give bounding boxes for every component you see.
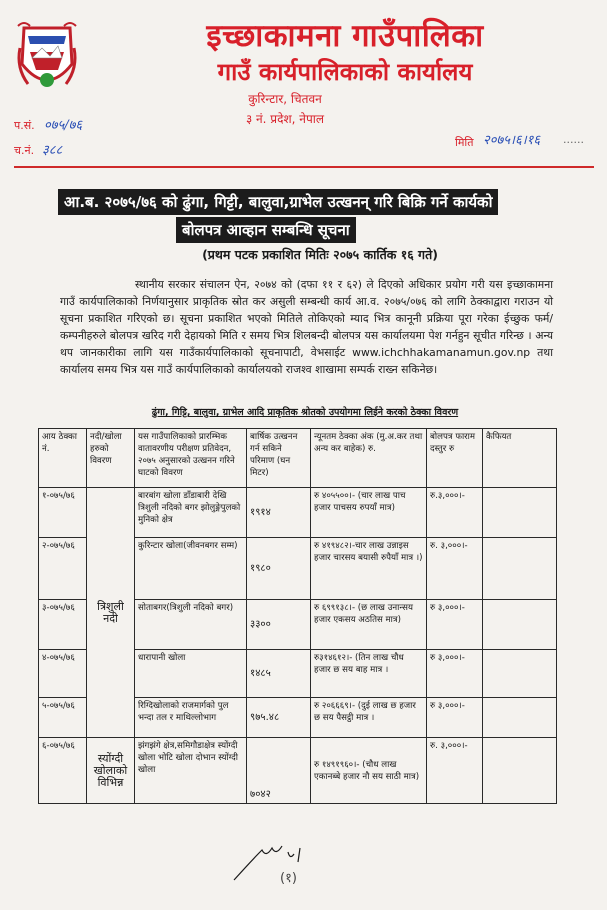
remarks	[483, 698, 557, 738]
site: रिग्दिखोलाको राजमार्गको पुल भन्दा तल र माथिल्लोभाग	[135, 698, 247, 738]
form-fee: रु ३,०००।-	[427, 698, 483, 738]
remarks	[483, 738, 557, 804]
notice-title-line-2: बोलपत्र आव्हान सम्बन्धि सूचना	[176, 217, 356, 243]
min-amount: रु २०६६६९।- (दुई लाख छ हजार छ सय पैसट्ठी मात्र ।	[311, 698, 427, 738]
river-trishuli: त्रिशुली नदी	[87, 488, 135, 738]
form-fee: रु ३,०००।-	[427, 650, 483, 698]
river-syangdi: स्योंग्दी खोलाको विभिन्न	[87, 738, 135, 804]
date-dots: ......	[563, 133, 584, 146]
header-cell: न्यूनतम ठेक्का अंक (मु.अ.कर तथा अन्य कर बाहेक) रु.	[311, 429, 427, 488]
ps-value: ०७५/७६	[44, 118, 83, 133]
volume: १९१४	[247, 488, 311, 538]
contract-table	[38, 428, 557, 804]
cn-label: च.नं.	[14, 144, 35, 157]
site: कुरिन्टार खोला(जीवनबगर सम्म)	[135, 538, 247, 600]
office-name: गाउँ कार्यपालिकाको कार्यालय	[217, 58, 473, 86]
header-cell: आय ठेक्का नं.	[39, 429, 87, 488]
org-name: इच्छाकामना गाउँपालिका	[206, 18, 484, 54]
site: झंगझंगे क्षेत्र,समिगौडाक्षेत्र स्योंग्दी खोला भोटि खोला दोभान स्योंग्दी खोला	[135, 738, 247, 804]
min-amount: रु १४९१९६०।- (चौध लाख एकानब्बे हजार नौ सय साठी मात्र)	[311, 738, 427, 804]
notice-subtitle: (प्रथम पटक प्रकाशित मितिः २०७५ कार्तिक १६ गते)	[202, 247, 438, 262]
site: धारापानी खोला	[135, 650, 247, 698]
remarks	[483, 488, 557, 538]
volume: ३३००	[247, 600, 311, 650]
form-fee: रु.३,०००।-	[427, 488, 483, 538]
contract-no: ४-०७५/७६	[39, 650, 87, 698]
date-label: मिति	[455, 136, 474, 149]
cn-value: ३८८	[42, 143, 63, 158]
header-cell: बार्षिक उत्खनन गर्न सकिने परिमाण (घन मिटर)	[247, 429, 311, 488]
remarks	[483, 600, 557, 650]
contract-no: ३-०७५/७६	[39, 600, 87, 650]
notice-body: स्थानीय सरकार संचालन ऐन, २०७४ को (दफा ११ र ६२) ले दिएको अधिकार प्रयोग गरी यस इच्छाकामना गाउँ कार्यपालिकाको निर्णयानुसार प्राकृतिक स्रोत कर असुली सम्बन्धी कार्य आ.व. २०७५/०७६ को लागि ठेक्काद्वारा गराउन यो सूचना प्रकाशित गरिएको छ। सूचना प्रकाशित भएको मितिले तोकिएको म्याद भित्र कानूनी प्रक्रिया पूरा गरेका ईच्छुक फर्म/कम्पनीहरुले बोलपत्र खरिद गरी देहायको मिति र समय भित्र शिलबन्दी बोलपत्र यस कार्यालयमा पेश गर्नहुन सूचीत गरिन्छ । अन्य थप जानकारीका लागि यस गाउँकार्यपालिकाको सूचनापाटी, वेभसाईट www.ichchhakamanamun.gov.np तथा कार्यालय समय भित्र यस गाउँ कार्यपालिकाको कार्यालयको राजश्व शाखामा सम्पर्क राख्न सकिनेछ।	[60, 278, 553, 376]
remarks	[483, 538, 557, 600]
header-cell: नदी/खोला हरुको विवरण	[87, 429, 135, 488]
date-value: २०७५।६।१६	[483, 133, 541, 148]
volume: १९८०	[247, 538, 311, 600]
table-row	[39, 488, 557, 538]
form-fee: रु ३,०००।-	[427, 600, 483, 650]
min-amount: रु३१४६१२।- (तिन लाख चौध हजार छ सय बाह मात्र ।	[311, 650, 427, 698]
contract-no: ५-०७५/७६	[39, 698, 87, 738]
table-header-row	[39, 429, 557, 488]
address-line-1: कुरिन्टार, चितवन	[248, 92, 322, 106]
ps-label: प.सं.	[14, 119, 35, 132]
page-number: (१)	[280, 871, 297, 886]
min-amount: रु ६९९१३८।- (छ लाख उनान्सय हजार एकसय अठतिस मात्र)	[311, 600, 427, 650]
header-cell: बोलपत्र फाराम दस्तुर रु	[427, 429, 483, 488]
nepal-emblem-icon	[14, 18, 80, 100]
form-fee: रु. ३,०००।-	[427, 738, 483, 804]
form-fee: रु. ३,०००।-	[427, 538, 483, 600]
volume: ७०४२	[247, 738, 311, 804]
contract-no: ६-०७५/७६	[39, 738, 87, 804]
contract-no: २-०७५/७६	[39, 538, 87, 600]
header-cell: कैफियत	[483, 429, 557, 488]
notice-title-line-1: आ.ब. २०७५/७६ को ढुंगा, गिट्टी, बालुवा,ग्राभेल उत्खनन् गरि बिक्रि गर्ने कार्यको	[58, 189, 498, 215]
site: बारबांग खोला डाँडाबारी देखि त्रिशुली नदिको बगर झोलुङ्गेपुलको मुनिको क्षेत्र	[135, 488, 247, 538]
min-amount: रु ४०५५००।- (चार लाख पाच हजार पाचसय रुपयाँ मात्र)	[311, 488, 427, 538]
volume: १४८५	[247, 650, 311, 698]
table-row	[39, 738, 557, 804]
contract-no: १-०७५/७६	[39, 488, 87, 538]
volume: ९७५.४८	[247, 698, 311, 738]
table-caption: ढुंगा, गिट्टि, बालुवा, ग्राभेल आदि प्राकृतिक श्रोतको उपयोगमा लिईने करको ठेक्का विवरण	[151, 407, 459, 418]
header-cell: यस गाउँपालिकाको प्रारम्भिक वातावरणीय परीक्षण प्रतिवेदन, २०७५ अनुसारको उत्खनन गरिने घाटको विवरण	[135, 429, 247, 488]
site: सोताबगर(त्रिशुली नदिको बगर)	[135, 600, 247, 650]
address-line-2: ३ नं. प्रदेश, नेपाल	[245, 112, 325, 126]
header-divider	[14, 166, 594, 168]
remarks	[483, 650, 557, 698]
min-amount: रु ४१९४८२।-चार लाख उन्नाइस हजार चारसय बयासी रुपैयाँ मात्र ।)	[311, 538, 427, 600]
